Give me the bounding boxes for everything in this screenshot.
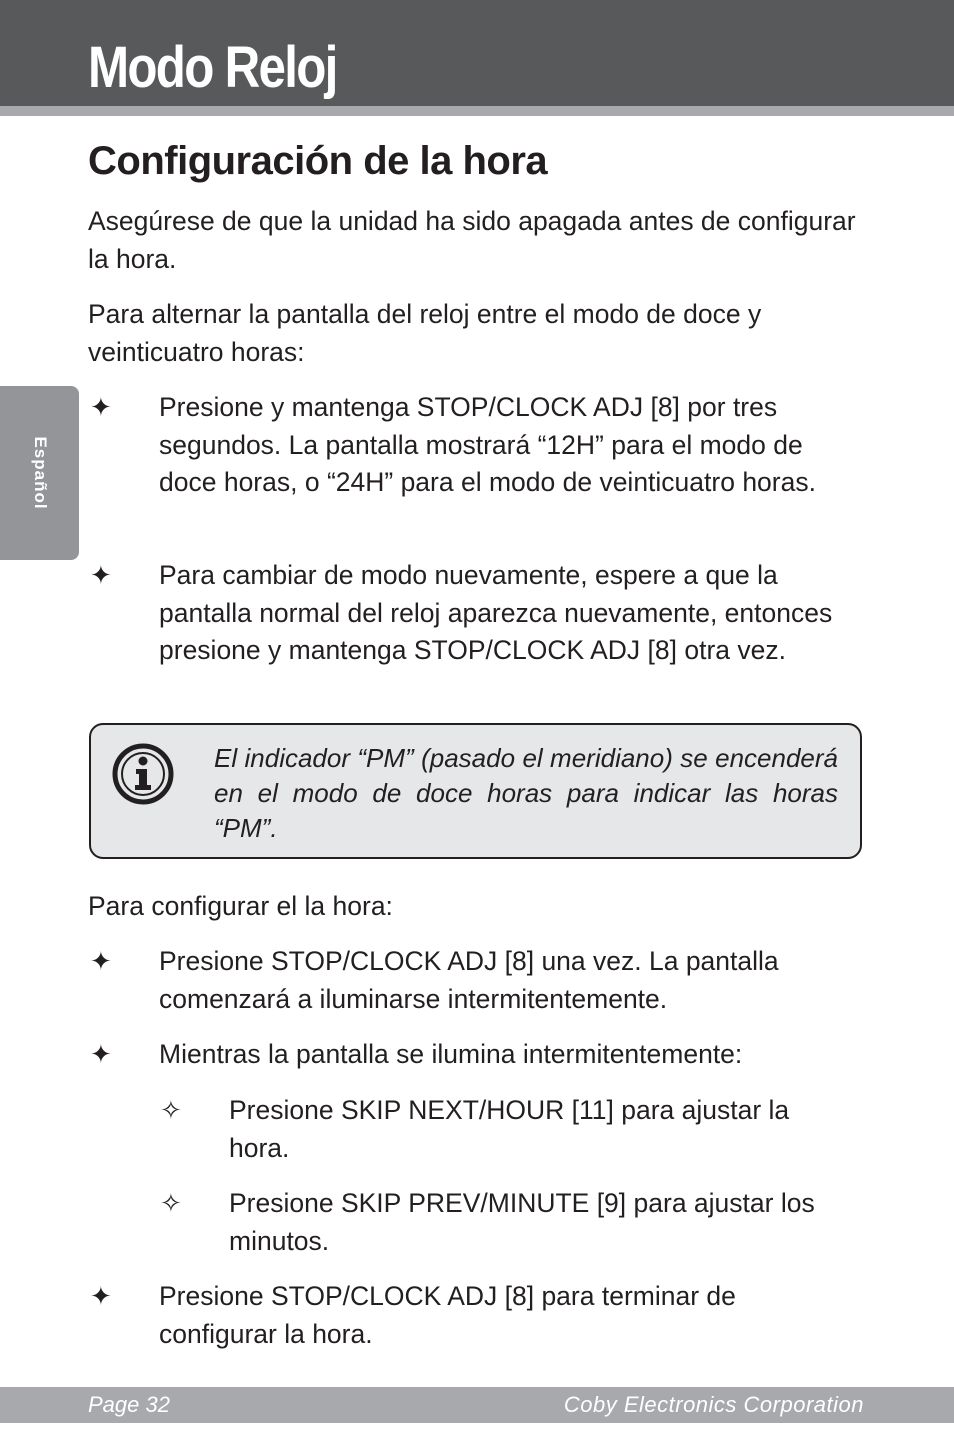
header-stripe	[0, 106, 954, 116]
bullet-item: Presione y mantenga STOP/CLOCK ADJ [8] por tres segundos. La pantalla mostrará “12H” para el modo de doce horas, o “24H” para el modo de veinticuatro horas.	[159, 392, 816, 497]
set-time-intro: Para configurar el la hora:	[88, 891, 393, 921]
page-title: Modo Reloj	[88, 35, 337, 100]
footer-company: Coby Electronics Corporation	[563, 1392, 864, 1417]
bullet-icon: ✦	[90, 1281, 112, 1311]
sub-bullet-icon: ✧	[160, 1095, 182, 1125]
language-tab-label: Español	[31, 436, 50, 510]
toggle-mode-paragraph: Para alternar la pantalla del reloj entre el modo de doce y veinticuatro horas:	[88, 299, 762, 367]
sub-bullet-icon: ✧	[160, 1188, 182, 1218]
section-title: Configuración de la hora	[88, 139, 548, 183]
bullet-item: Mientras la pantalla se ilumina intermitentemente:	[159, 1039, 743, 1069]
bullet-icon: ✦	[90, 560, 112, 590]
bullet-icon: ✦	[90, 946, 112, 976]
info-icon	[111, 742, 175, 806]
bullet-item: Para cambiar de modo nuevamente, espere a que la pantalla normal del reloj aparezca nuevamente, entonces presione y mantenga STOP/CLOCK ADJ [8] otra vez.	[159, 560, 833, 665]
bullet-item: Presione STOP/CLOCK ADJ [8] una vez. La pantalla comenzará a iluminarse intermitentemente.	[159, 946, 779, 1014]
note-text: El indicador “PM” (pasado el meridiano) se encenderá en el modo de doce horas para indicar las horas “PM”.	[214, 743, 838, 843]
intro-paragraph: Asegúrese de que la unidad ha sido apagada antes de configurar la hora.	[88, 206, 856, 274]
page-number: Page 32	[88, 1392, 170, 1417]
bullet-item: Presione STOP/CLOCK ADJ [8] para terminar de configurar la hora.	[159, 1281, 736, 1349]
sub-bullet-item: Presione SKIP PREV/MINUTE [9] para ajustar los minutos.	[229, 1188, 815, 1256]
bullet-icon: ✦	[90, 1039, 112, 1069]
bullet-icon: ✦	[90, 392, 112, 422]
sub-bullet-item: Presione SKIP NEXT/HOUR [11] para ajustar la hora.	[229, 1095, 790, 1163]
